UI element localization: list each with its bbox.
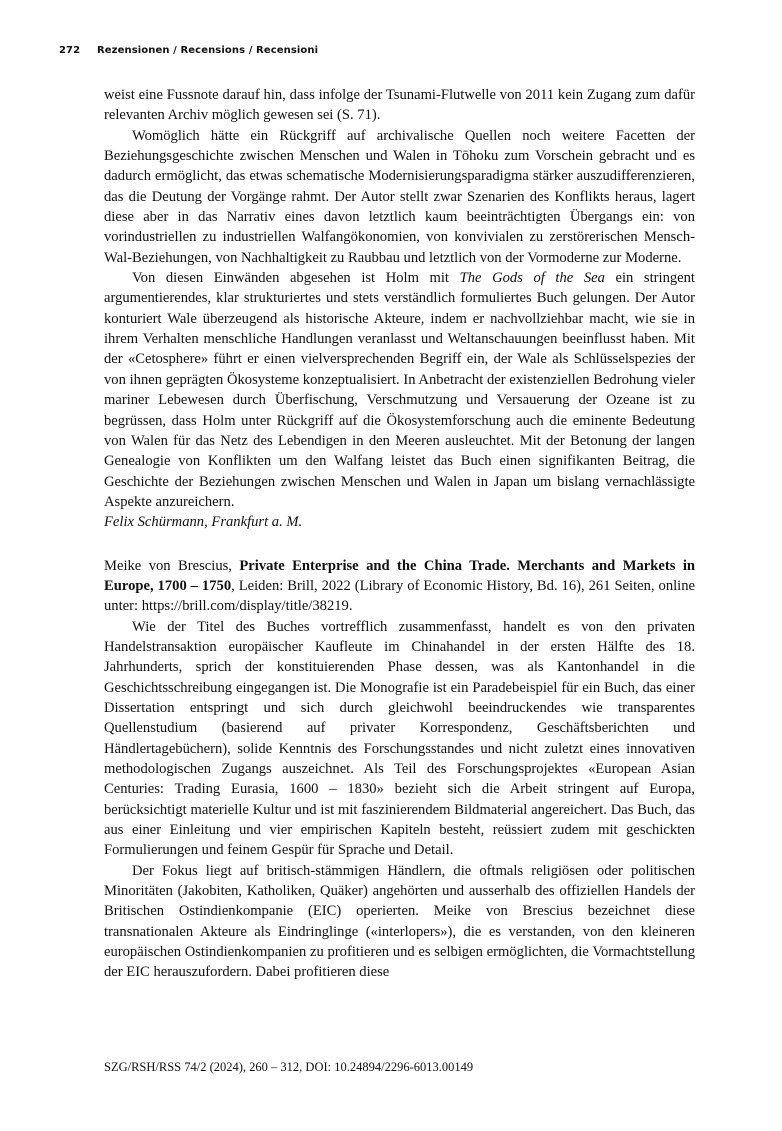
section-divider-space [104,533,695,556]
article-body [104,85,695,983]
new-review-paragraph-2: Der Fokus liegt auf britisch-stämmigen Händlern, die oftmals religiösen oder politischen Minoritäten (Jakobiten, Katholiken, Quäker) angehörten und ausserhalb des offiziellen Handels der Britischen Ostindienkompanie (EIC) operierten. Meike von Brescius bezeichnet diese transnationalen Akteure als Eindringlinge («interlopers»), die es verstanden, von den kleineren europäischen Ostindienkompanien zu profitieren und es selbigen ermöglichten, die Vormachtstellung der EIC herauszufordern. Dabei profitieren diese [104,862,695,981]
citation-author: Meike von Brescius, [104,557,240,574]
book-citation [104,556,695,617]
paragraph-text: ein stringent argumentierendes, klar strukturiertes und stets verständlich formuliertes Buch gelungen. Der Autor konturiert Wale überzeugend als historische Akteure, indem er nachvollziehbar macht, wie sie in ihrem Verhalten menschliche Handlungen veranlasst und Weltanschauungen beeinflusst haben. Mit der «Cetosphere» führt er einen vielversprechenden Begriff ein, der Wale als Schlüsselspezies der von ihnen geprägten Ökosysteme konzeptualisiert. In Anbetracht der existenziellen Bedrohung vieler mariner Lebewesen durch Überfischung, Verschmutzung und Versauerung der Ozeane ist zu begrüssen, dass Holm unter Rückgriff auf die Ökosystemforschung auch die eminente Bedeutung von Walen für das Netz des Lebendigen in den Meeren ausleuchtet. Mit der Betonung der langen Genealogie von Konflikten um den Walfang leistet das Buch einen signifikanten Beitrag, die Geschichte der Beziehungen zwischen Menschen und Walen in Japan um bislang vernachlässigte Aspekte anzureichern. [104,270,695,510]
review-paragraph-2: Womöglich hätte ein Rückgriff auf archivalische Quellen noch weitere Facetten der Beziehungsgeschichte zwischen Menschen und Walen in Tōhoku zum Vorschein gebracht und es dadurch ermöglicht, das etwas schematische Modernisierungsparadigma stärker auszudifferenzieren, das die Deutung der Vorgänge rahmt. Der Autor stellt zwar Szenarien des Konflikts heraus, lagert diese aber in das Narrativ eines davon letztlich kaum beeinträchtigten Übergangs ein: von vorindustriellen zu industriellen Walfangökonomien, von konvivialen zu zerstörerischen Mensch-Wal-Beziehungen, von Nachhaltigkeit zu Raubbau und letztlich von der Vormoderne zur Moderne. [104,127,695,266]
paragraph-text: Von diesen Einwänden abgesehen ist Holm mit [132,270,460,287]
running-head [59,45,699,56]
citation-details: , Leiden: Brill, 2022 (Library of Economic History, Bd. 16), 261 Seiten, online unter: https://brill.com/display/title/38219. [104,577,695,615]
reviewer-signature: Felix Schürmann, Frankfurt a. M. [104,514,303,531]
review-paragraph-3 [104,268,695,512]
page-footer-citation: SZG/RSH/RSS 74/2 (2024), 260 – 312, DOI: 10.24894/2296-6013.00149 [104,1060,474,1074]
book-title-italic: The Gods of the Sea [459,270,605,287]
review-paragraph-1: weist eine Fussnote darauf hin, dass infolge der Tsunami-Flutwelle von 2011 kein Zugang zum dafür relevanten Archiv möglich gewesen sei (S. 71). [104,87,695,124]
section-title: Rezensionen / Recensions / Recensioni [97,45,319,56]
new-review-paragraph-1: Wie der Titel des Buches vortrefflich zusammenfasst, handelt es von den privaten Handelstransaktion europäischer Kaufleute im Chinahandel in der ersten Hälfte des 18. Jahrhunderts, sprich der konstituierenden Phase dessen, was als Kantonhandel in die Geschichtsschreibung eingegangen ist. Die Monografie ist ein Paradebeispiel für ein Buch, das einer Dissertation entspringt und sich durch gleichwohl beeindruckendes wie transparentes Quellenstudium (basierend auf privater Korrespondenz, Geschäftsberichten und Händlertagebüchern), solide Kenntnis des Forschungsstandes und nicht zuletzt eines innovativen methodologischen Zugangs auszeichnet. Als Teil des Forschungsprojektes «European Asian Centuries: Trading Eurasia, 1600 – 1830» bezieht sich die Arbeit stringent auf Europa, berücksichtigt materielle Kultur und ist mit faszinierendem Bildmaterial angereichert. Das Buch, das aus einer Einleitung und vier empirischen Kapiteln besteht, reüssiert zudem mit geschickten Formulierungen und feinem Gespür für Sprache und Detail. [104,618,695,859]
page-number: 272 [59,45,81,56]
citation-title: Private Enterprise and the China Trade. Merchants and Markets in Europe, 1700 – 1750 [104,557,695,594]
